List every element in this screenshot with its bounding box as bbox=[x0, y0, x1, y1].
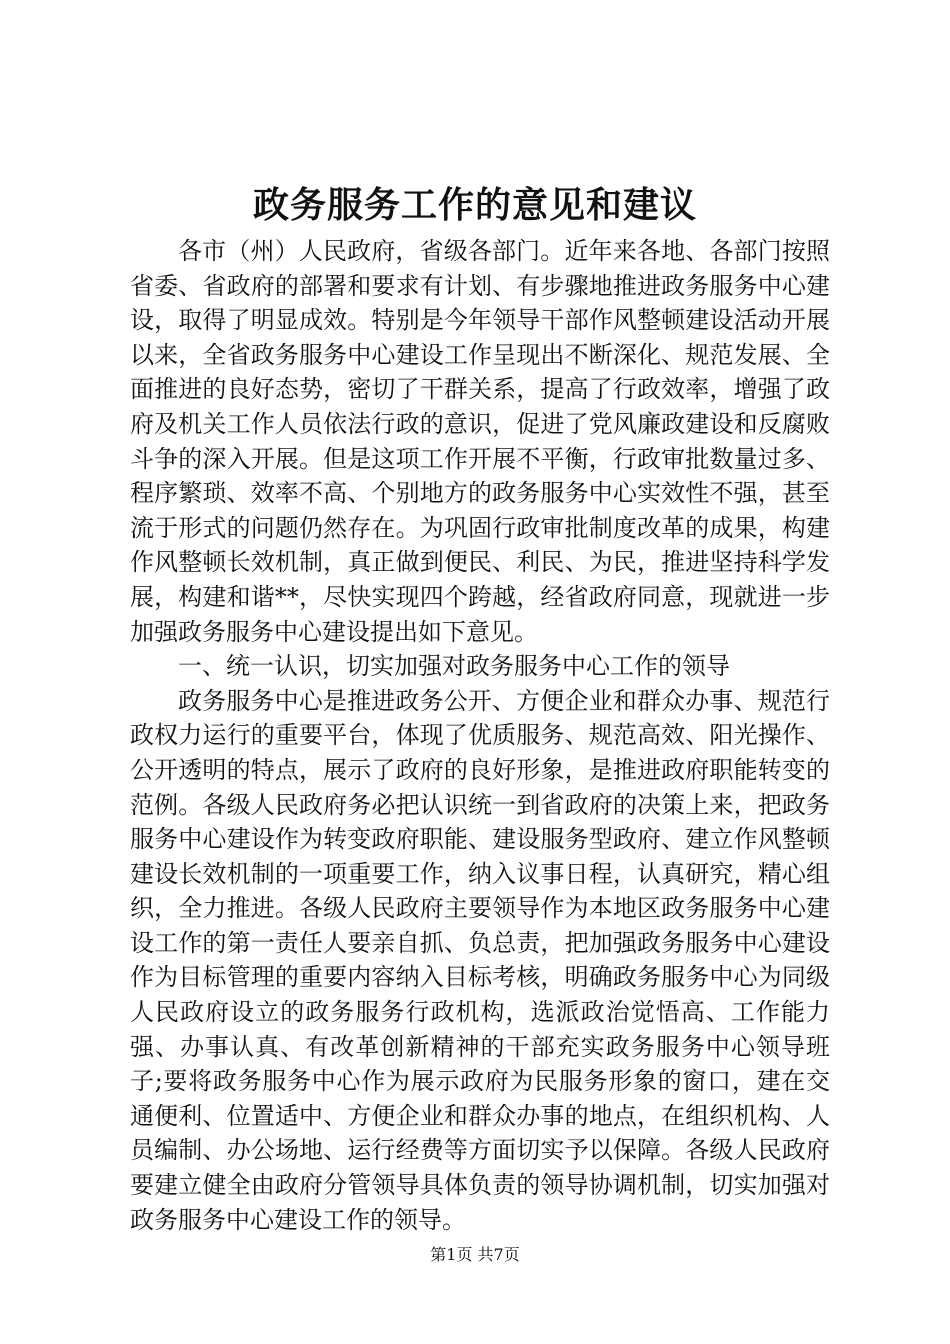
intro-paragraph: 各市（州）人民政府，省级各部门。近年来各地、各部门按照省委、省政府的部署和要求有计划、有步骤地推进政务服务中心建设，取得了明显成效。特别是今年领导干部作风整顿建设活动开展以来，全省政务服务中心建设工作呈现出不断深化、规范发展、全面推进的良好态势，密切了干群关系，提高了行政效率，增强了政府及机关工作人员依法行政的意识，促进了党风廉政建设和反腐败斗争的深入开展。但是这项工作开展不平衡，行政审批数量过多、程序繁琐、效率不高、个别地方的政务服务中心实效性不强，甚至流于形式的问题仍然存在。为巩固行政审批制度改革的成果，构建作风整顿长效机制，真正做到便民、利民、为民，推进坚持科学发展，构建和谐**，尽快实现四个跨越，经省政府同意，现就进一步加强政务服务中心建设提出如下意见。 bbox=[130, 237, 830, 646]
page-footer: 第1页 共7页 bbox=[430, 1245, 520, 1264]
document-body bbox=[130, 234, 830, 1237]
section-paragraph: 政务服务中心是推进政务公开、方便企业和群众办事、规范行政权力运行的重要平台，体现了优质服务、规范高效、阳光操作、公开透明的特点，展示了政府的良好形象，是推进政府职能转变的范例。各级人民政府务必把认识统一到省政府的决策上来，把政务服务中心建设作为转变政府职能、建设服务型政府、建立作风整顿建设长效机制的一项重要工作，纳入议事日程，认真研究，精心组织，全力推进。各级人民政府主要领导作为本地区政务服务中心建设工作的第一责任人要亲自抓、负总责，把加强政务服务中心建设作为目标管理的重要内容纳入目标考核，明确政务服务中心为同级人民政府设立的政务服务行政机构，选派政治觉悟高、工作能力强、办事认真、有改革创新精神的干部充实政务服务中心领导班子;要将政务服务中心作为展示政府为民服务形象的窗口，建在交通便利、位置适中、方便企业和群众办事的地点，在组织机构、人员编制、办公场地、运行经费等方面切实予以保障。各级人民政府要建立健全由政府分管领导具体负责的领导协调机制，切实加强对政务服务中心建设工作的领导。 bbox=[130, 686, 830, 1234]
document-title: 政务服务工作的意见和建议 bbox=[252, 184, 697, 226]
section-heading: 一、统一认识，切实加强对政务服务中心工作的领导 bbox=[178, 652, 730, 681]
